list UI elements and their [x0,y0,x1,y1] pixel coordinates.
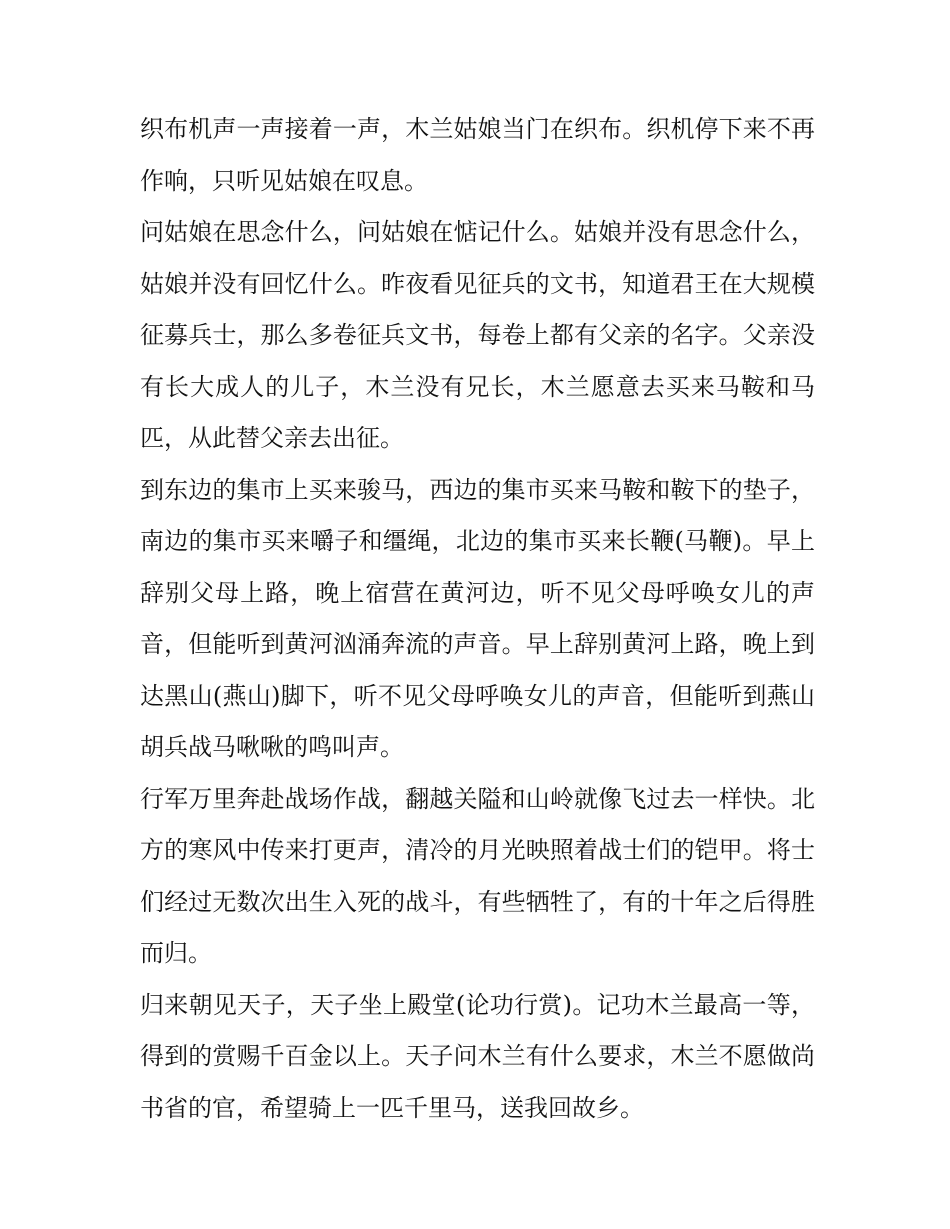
paragraph-2: 问姑娘在思念什么，问姑娘在惦记什么。姑娘并没有思念什么，姑娘并没有回忆什么。昨夜看见征兵的文书，知道君王在大规模征募兵士，那么多卷征兵文书，每卷上都有父亲的名字。父亲没有长大成人的儿子，木兰没有兄长，木兰愿意去买来马鞍和马匹，从此替父亲去出征。 [140,218,815,452]
paragraph-1: 织布机声一声接着一声，木兰姑娘当门在织布。织机停下来不再作响，只听见姑娘在叹息。 [140,115,815,195]
paragraph-5: 归来朝见天子，天子坐上殿堂(论功行赏)。记功木兰最高一等，得到的赏赐千百金以上。天子问木兰有什么要求，木兰不愿做尚书省的官，希望骑上一匹千里马，送我回故乡。 [140,990,815,1122]
paragraph-3: 到东边的集市上买来骏马，西边的集市买来马鞍和鞍下的垫子，南边的集市买来嚼子和缰绳，北边的集市买来长鞭(马鞭)。早上辞别父母上路，晚上宿营在黄河边，听不见父母呼唤女儿的声音，但能听到黄河汹涌奔流的声音。早上辞别黄河上路，晚上到达黑山(燕山)脚下，听不见父母呼唤女儿的声音，但能听到燕山胡兵战马啾啾的鸣叫声。 [140,475,815,761]
paragraph-4: 行军万里奔赴战场作战，翻越关隘和山岭就像飞过去一样快。北方的寒风中传来打更声，清冷的月光映照着战士们的铠甲。将士们经过无数次出生入死的战斗，有些牺牲了，有的十年之后得胜而归。 [140,784,815,967]
document-body [140,104,815,1134]
